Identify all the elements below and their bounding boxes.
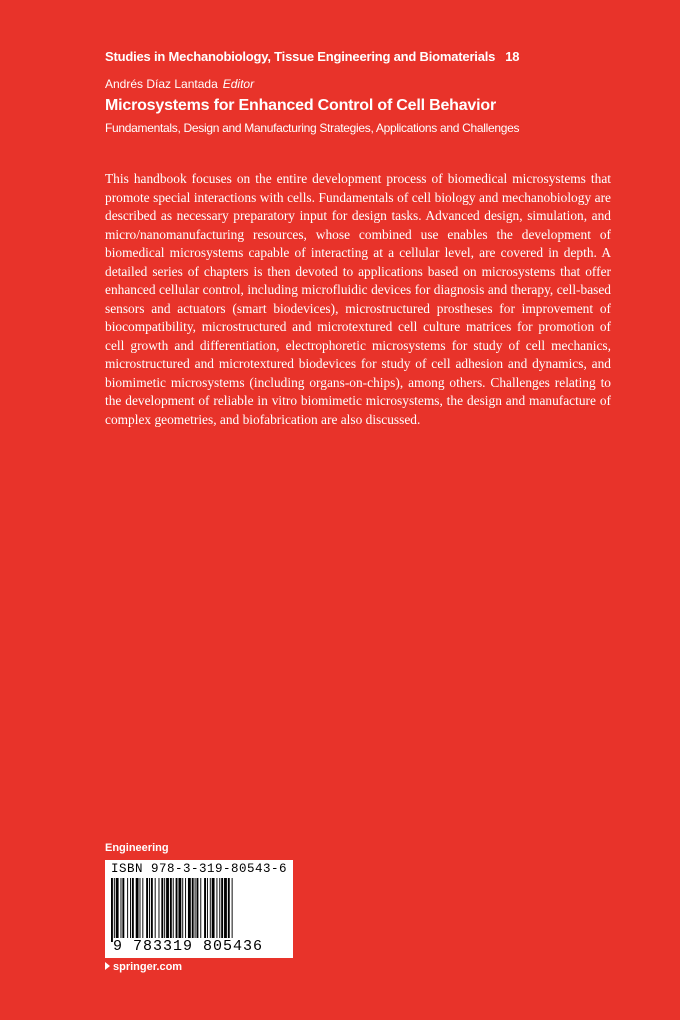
blurb-paragraph: This handbook focuses on the entire development process of biomedical microsystems that promote special interactions with cells. Fundamentals of cell biology and mechanobiology are described as necessary preparatory input for design tasks. Advanced design, simulation, and micro/nanomanufacturing resources, whose combined use enables the development of biomedical microsystems capable of interacting at a cellular level, are covered in depth. A detailed series of chapters is then devoted to applications based on microsystems that offer enhanced cellular control, including microfluidic devices for diagnosis and therapy, cell-based sensors and actuators (smart biodevices), microstructured prostheses for improvement of biocompatibility, microstructured and microtextured cell culture matrices for promotion of cell growth and differentiation, electrophoretic microsystems for study of cell mechanics, microstructured and microtextured biodevices for study of cell adhesion and dynamics, and biomimetic microsystems (including organs-on-chips), among others. Challenges relating to the development of reliable in vitro biomimetic microsystems, the design and manufacture of complex geometries, and biofabrication are also discussed.: [105, 171, 611, 427]
barcode-bar: [136, 878, 139, 942]
barcode-bar: [127, 878, 128, 942]
barcode-bar: [207, 878, 208, 942]
book-subtitle: Fundamentals, Design and Manufacturing Strategies, Applications and Challenges: [105, 121, 520, 135]
barcode-bar: [114, 878, 115, 942]
editor-name: Andrés Díaz Lantada: [105, 77, 218, 91]
barcode-bar: [216, 878, 217, 942]
publisher-link[interactable]: [105, 961, 182, 973]
barcode-bar: [170, 878, 172, 942]
barcode-bar: [149, 878, 150, 942]
barcode-bar: [178, 878, 181, 942]
barcode-bar: [200, 878, 201, 942]
barcode-bar: [204, 878, 206, 942]
barcode-bar: [192, 878, 194, 942]
barcode-bar: [182, 878, 183, 942]
barcode-bar: [164, 878, 165, 942]
editor-role: Editor: [222, 77, 255, 91]
barcode-bar: [116, 878, 119, 942]
series-volume: 18: [505, 49, 520, 64]
barcode-bar: [210, 878, 211, 942]
barcode-bar: [142, 878, 143, 942]
barcode-bar: [228, 878, 230, 942]
barcode-bar: [155, 878, 156, 942]
barcode-bar: [111, 878, 113, 942]
barcode-bar: [161, 878, 163, 942]
barcode-bar: [232, 878, 233, 942]
arrow-right-icon: [105, 962, 110, 970]
ean-digits: 9 783319 805436: [113, 938, 287, 955]
barcode-bar: [221, 878, 223, 942]
isbn-text: ISBN 978-3-319-80543-6: [111, 862, 288, 876]
barcode-bar: [159, 878, 160, 942]
barcode-bar: [173, 878, 174, 942]
barcode-bar: [212, 878, 215, 942]
barcode-bar: [176, 878, 178, 942]
barcode-bar: [195, 878, 196, 942]
barcode-bar: [132, 878, 134, 942]
series-line: [105, 49, 519, 64]
publisher-url: springer.com: [113, 961, 183, 973]
editor-line: [105, 77, 254, 91]
barcode-bar: [185, 878, 186, 942]
book-title: Microsystems for Enhanced Control of Cell Behavior: [105, 97, 496, 114]
barcode-bar: [146, 878, 148, 942]
barcode-bar: [140, 878, 141, 942]
barcode-block: [105, 860, 293, 958]
barcode-bar: [219, 878, 220, 942]
barcode-bar: [166, 878, 169, 942]
barcode-bar: [224, 878, 227, 942]
series-title: Studies in Mechanobiology, Tissue Engineering and Biomaterials: [105, 49, 496, 64]
barcode-bars: [109, 878, 289, 942]
barcode-bar: [197, 878, 199, 942]
category-label: Engineering: [105, 842, 169, 854]
barcode-bar: [121, 878, 122, 942]
barcode-bar: [122, 878, 124, 942]
barcode-bar: [151, 878, 153, 942]
barcode-bar: [188, 878, 191, 942]
barcode-bar: [130, 878, 131, 942]
